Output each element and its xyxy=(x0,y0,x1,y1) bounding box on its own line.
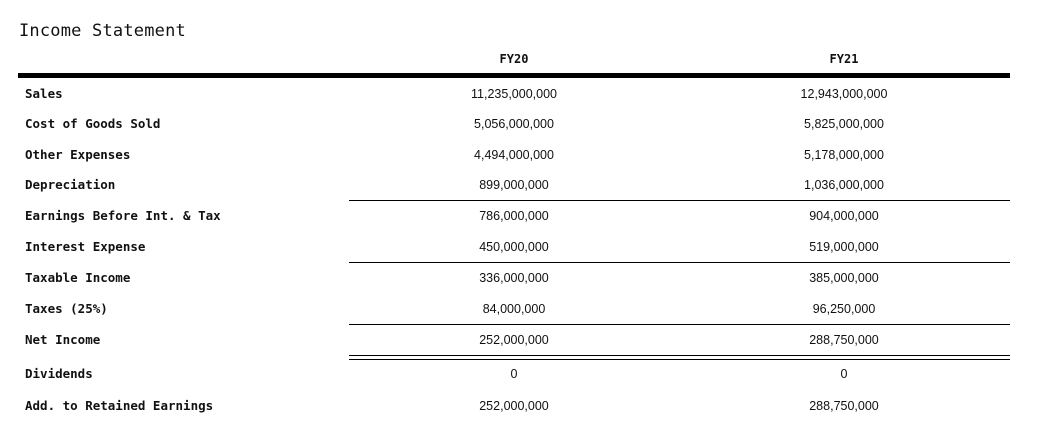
value-fy21: 385,000,000 xyxy=(809,271,879,285)
column-header-fy20: FY20 xyxy=(499,52,529,66)
row-label: Earnings Before Int. & Tax xyxy=(25,208,221,223)
table-row-cogs xyxy=(0,114,1059,134)
subtotal-rule xyxy=(349,200,1010,201)
value-fy21: 288,750,000 xyxy=(809,333,879,347)
subtotal-rule xyxy=(349,262,1010,263)
value-fy21: 288,750,000 xyxy=(809,399,879,413)
value-fy20: 5,056,000,000 xyxy=(474,117,554,131)
header-rule xyxy=(18,73,1010,78)
table-row-taxes xyxy=(0,299,1059,319)
row-label: Interest Expense xyxy=(25,239,146,254)
table-row-depreciation xyxy=(0,175,1059,195)
row-label: Depreciation xyxy=(25,177,116,192)
value-fy20: 0 xyxy=(510,367,518,381)
value-fy21: 12,943,000,000 xyxy=(800,87,888,101)
value-fy20: 786,000,000 xyxy=(479,209,549,223)
value-fy20: 4,494,000,000 xyxy=(474,148,554,162)
table-row-other-expenses xyxy=(0,145,1059,165)
row-label: Taxes (25%) xyxy=(25,301,108,316)
value-fy21: 519,000,000 xyxy=(809,240,879,254)
subtotal-rule xyxy=(349,324,1010,325)
row-label: Cost of Goods Sold xyxy=(25,116,161,131)
row-label: Net Income xyxy=(25,332,101,347)
page-title: Income Statement xyxy=(19,21,186,41)
total-double-rule xyxy=(349,355,1010,360)
value-fy20: 11,235,000,000 xyxy=(471,87,557,101)
row-label: Add. to Retained Earnings xyxy=(25,398,214,413)
column-header-fy21: FY21 xyxy=(829,52,859,66)
value-fy20: 252,000,000 xyxy=(479,333,549,347)
table-row-dividends xyxy=(0,364,1059,384)
value-fy21: 1,036,000,000 xyxy=(804,178,884,192)
value-fy21: 5,825,000,000 xyxy=(804,117,884,131)
value-fy21: 0 xyxy=(840,367,848,381)
table-row-taxable-income xyxy=(0,268,1059,288)
value-fy20: 899,000,000 xyxy=(479,178,549,192)
value-fy20: 336,000,000 xyxy=(479,271,549,285)
value-fy21: 5,178,000,000 xyxy=(804,148,884,162)
row-label: Taxable Income xyxy=(25,270,131,285)
row-label: Sales xyxy=(25,86,63,101)
row-label: Dividends xyxy=(25,366,93,381)
value-fy20: 450,000,000 xyxy=(479,240,549,254)
table-row-sales xyxy=(0,84,1059,104)
value-fy20: 84,000,000 xyxy=(482,302,546,316)
value-fy21: 96,250,000 xyxy=(812,302,876,316)
value-fy20: 252,000,000 xyxy=(479,399,549,413)
row-label: Other Expenses xyxy=(25,147,131,162)
value-fy21: 904,000,000 xyxy=(809,209,879,223)
table-row-net-income xyxy=(0,330,1059,350)
table-row-retained-earnings xyxy=(0,396,1059,416)
table-row-ebit xyxy=(0,206,1059,226)
table-row-interest-expense xyxy=(0,237,1059,257)
